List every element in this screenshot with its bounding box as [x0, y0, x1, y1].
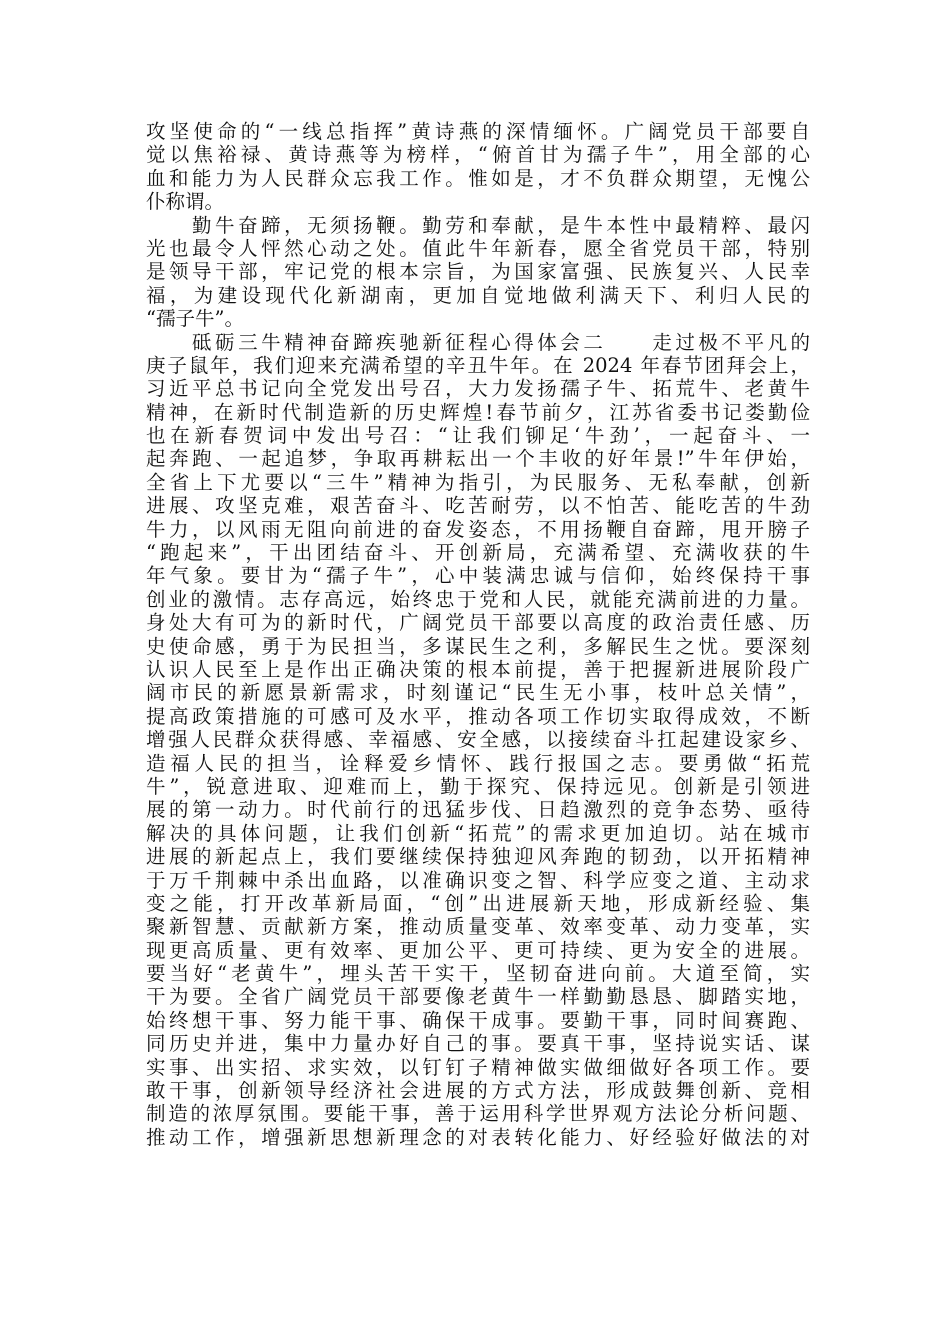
- text-line: 展的第一动力。时代前行的迅猛步伐、日趋激烈的竞争态势、亟待: [146, 798, 810, 822]
- text-line: 是领导干部，牢记党的根本宗旨，为国家富强、民族复兴、人民幸: [146, 260, 810, 284]
- text-line: 提高政策措施的可感可及水平，推动各项工作切实取得成效，不断: [146, 704, 810, 728]
- text-line: 干为要。全省广阔党员干部要像老黄牛一样勤勤恳恳、脚踏实地，: [146, 985, 810, 1009]
- text-line: 习近平总书记向全党发出号召，大力发扬孺子牛、拓荒牛、老黄牛: [146, 377, 810, 401]
- text-line: “孺子牛”。: [146, 307, 244, 331]
- text-line: 牛力，以风雨无阻向前进的奋发姿态，不用扬鞭自奋蹄，甩开膀子: [146, 517, 810, 541]
- text-line: 推动工作，增强新思想新理念的对表转化能力、好经验好做法的对: [146, 1125, 810, 1149]
- text-line: 起奔跑、一起追梦，争取再耕耘出一个丰收的好年景!”牛年伊始，: [146, 447, 810, 471]
- text-line: 要当好“老黄牛”，埋头苦干实干，坚韧奋进向前。大道至简，实: [146, 962, 810, 986]
- text-line: 敢干事，创新领导经济社会进展的方式方法，形成鼓舞创新、竞相: [146, 1079, 810, 1103]
- paragraph-3: [146, 331, 810, 1150]
- text-line: 变之能，打开改革新局面，“创”出进展新天地，形成新经验、集: [146, 891, 810, 915]
- text-line: 阔市民的新愿景新需求，时刻谨记“民生无小事，枝叶总关情”，: [146, 681, 810, 705]
- text-line: 勤牛奋蹄，无须扬鞭。勤劳和奉献，是牛本性中最精粹、最闪: [146, 213, 810, 237]
- text-line: 福，为建设现代化新湖南，更加自觉地做利满天下、利归人民的: [146, 283, 810, 307]
- text-line: 牛”，锐意进取、迎难而上，勤于探究、保持远见。创新是引领进: [146, 774, 810, 798]
- text-line: 始终想干事、努力能干事、确保干成事。要勤干事，同时间赛跑、: [146, 1008, 810, 1032]
- paragraph-2: [146, 214, 810, 331]
- paragraph-1: [146, 120, 810, 214]
- text-line: 于万千荆棘中杀出血路，以准确识变之智、科学应变之道、主动求: [146, 868, 810, 892]
- document-page: [146, 120, 810, 1149]
- text-line: 创业的激情。志存高远，始终忠于党和人民，就能充满前进的力量。: [146, 587, 810, 611]
- text-line: 精神，在新时代制造新的历史辉煌!春节前夕，江苏省委书记娄勤俭: [146, 400, 810, 424]
- text-line: 进展、攻坚克难，艰苦奋斗、吃苦耐劳，以不怕苦、能吃苦的牛劲: [146, 494, 810, 518]
- text-line: 聚新智慧、贡献新方案，推动质量变革、效率变革、动力变革，实: [146, 915, 810, 939]
- text-line: 光也最令人怦然心动之处。值此牛年新春，愿全省党员干部，特别: [146, 236, 810, 260]
- text-line: 制造的浓厚氛围。要能干事，善于运用科学世界观方法论分析问题、: [146, 1102, 810, 1126]
- text-line: 砥砺三牛精神奋蹄疾驰新征程心得体会二 走过极不平凡的: [146, 330, 810, 354]
- text-line: 解决的具体问题，让我们创新“拓荒”的需求更加迫切。站在城市: [146, 821, 810, 845]
- text-line: 增强人民群众获得感、幸福感、安全感，以接续奋斗扛起建设家乡、: [146, 728, 810, 752]
- text-line: 现更高质量、更有效率、更加公平、更可持续、更为安全的进展。: [146, 938, 810, 962]
- text-line: 血和能力为人民群众忘我工作。惟如是，才不负群众期望，无愧公: [146, 166, 810, 190]
- text-line: 进展的新起点上，我们要继续保持独迎风奔跑的韧劲，以开拓精神: [146, 845, 810, 869]
- text-line: 造福人民的担当，诠释爱乡情怀、践行报国之志。要勇做“拓荒: [146, 751, 810, 775]
- text-line: 攻坚使命的“一线总指挥”黄诗燕的深情缅怀。广阔党员干部要自: [146, 120, 810, 143]
- text-line: 实事、出实招、求实效，以钉钉子精神做实做细做好各项工作。要: [146, 1055, 810, 1079]
- text-line: 全省上下尤要以“三牛”精神为指引，为民服务、无私奉献，创新: [146, 470, 810, 494]
- text-line: 同历史并进，集中力量办好自己的事。要真干事，坚持说实话、谋: [146, 1032, 810, 1056]
- text-line: 仆称谓。: [146, 190, 225, 214]
- text-line: 觉以焦裕禄、黄诗燕等为榜样，“俯首甘为孺子牛”，用全部的心: [146, 143, 810, 167]
- text-line: 身处大有可为的新时代，广阔党员干部要以高度的政治责任感、历: [146, 611, 810, 635]
- text-line: 史使命感，勇于为民担当，多谋民生之利，多解民生之忧。要深刻: [146, 634, 810, 658]
- text-line: 也在新春贺词中发出号召：“让我们铆足‘牛劲’，一起奋斗、一: [146, 424, 810, 448]
- text-line: “跑起来”，干出团结奋斗、开创新局，充满希望、充满收获的牛: [146, 541, 810, 565]
- text-line: 认识人民至上是作出正确决策的根本前提，善于把握新进展阶段广: [146, 657, 810, 681]
- text-line: 庚子鼠年，我们迎来充满希望的辛丑牛年。在 2024 年春节团拜会上，: [146, 353, 810, 377]
- text-line: 年气象。要甘为“孺子牛”，心中装满忠诚与信仰，始终保持干事: [146, 564, 810, 588]
